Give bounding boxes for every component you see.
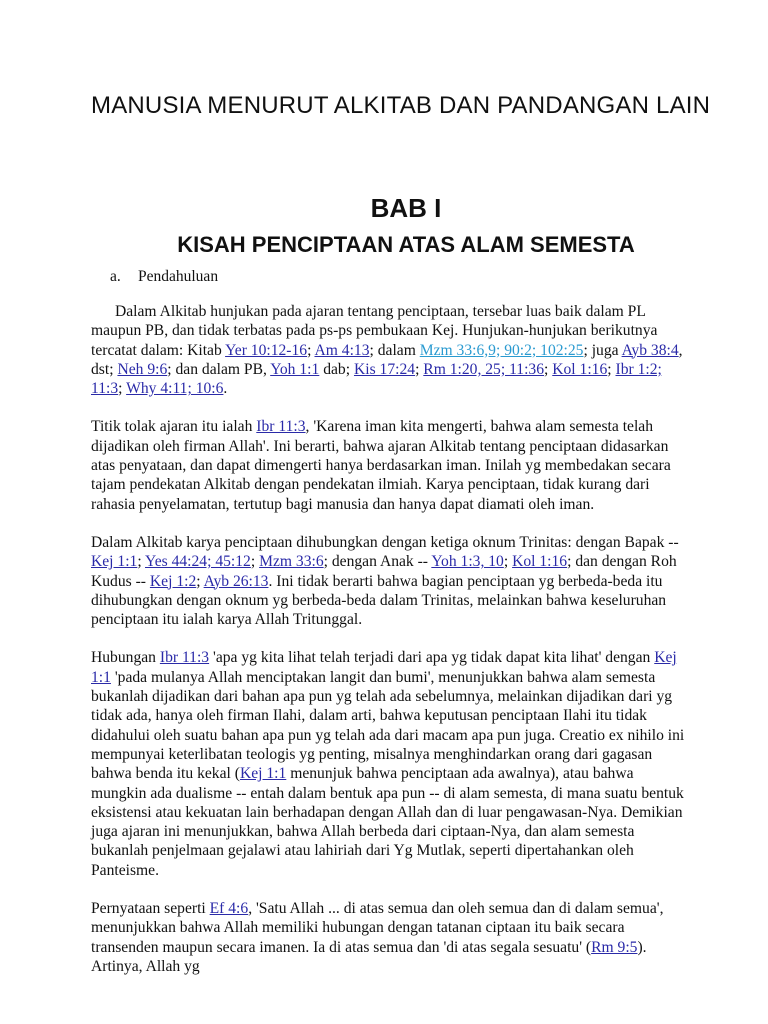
paragraph-text: ; [118,380,127,398]
paragraph-text: ; dalam [369,341,420,359]
document-body [91,302,685,995]
paragraph-text: ; [307,341,315,359]
scripture-link[interactable]: Rm 9:5 [591,938,638,956]
scripture-link[interactable]: Kis 17:24 [353,360,416,378]
paragraph-text: ; [415,360,424,378]
chapter-title: KISAH PENCIPTAAN ATAS ALAM SEMESTA [177,232,635,257]
paragraph [91,533,685,629]
section-label: Pendahuluan [138,268,219,285]
scripture-link[interactable]: Yoh 1:1 [270,360,320,378]
paragraph [91,899,685,976]
scripture-link[interactable]: Yes 44:24; 45:12 [145,553,251,571]
paragraph [91,417,685,513]
scripture-link[interactable]: Yer 10:12-16 [225,341,308,359]
paragraph-text: ; [196,572,204,590]
scripture-link[interactable]: Yoh 1:3, 10 [431,553,504,571]
scripture-link[interactable]: Kej 1:1 [239,765,287,783]
section-heading [110,268,218,286]
paragraph-text: , dst; [91,341,683,378]
paragraph-text: ; [544,360,553,378]
scripture-link[interactable]: Mzm 33:6,9; 90:2; 102:25 [419,341,584,359]
paragraph-text: ; [250,553,260,571]
paragraph-text: ; [137,553,145,571]
document-title: MANUSIA MENURUT ALKITAB DAN PANDANGAN LAIN [91,92,711,119]
paragraph-text: Dalam Alkitab karya penciptaan dihubungkan dengan ketiga oknum Trinitas: dengan Bapak -- [91,533,679,551]
paragraph-text: . [223,380,228,398]
scripture-link[interactable]: Neh 9:6 [117,360,168,378]
paragraph-text: ; [607,360,616,378]
paragraph-text: , 'Satu Allah ... di atas semua dan oleh semua dan di dalam semua', menunjukkan bahwa Allah memiliki hubungan dengan tatanan ciptaan itu baik secara transenden maupun secara imanen. Ia di atas semua dan 'di atas segala sesuatu' ( [91,900,664,956]
section-marker: a. [110,268,121,285]
paragraph-text: 'apa yg kita lihat telah terjadi dari apa yg tidak dapat kita lihat' dengan [209,649,655,667]
scripture-link[interactable]: Ibr 11:3 [159,649,210,667]
paragraph-text: ; dan dengan Roh Kudus -- [91,553,677,590]
scripture-link[interactable]: Ayb 26:13 [203,572,269,590]
scripture-link[interactable]: Mzm 33:6 [259,553,324,571]
scripture-link[interactable]: Ayb 38:4 [621,341,679,359]
scripture-link[interactable]: Ibr 11:3 [256,418,306,436]
scripture-link[interactable]: Kej 1:1 [91,553,138,571]
scripture-link[interactable]: Am 4:13 [314,341,370,359]
paragraph-text: ). Artinya, Allah yg [91,938,647,975]
paragraph-text: Titik tolak ajaran itu ialah [91,418,257,436]
scripture-link[interactable]: Rm 1:20, 25; 11:36 [423,360,545,378]
paragraph-text: ; dan dalam PB, [167,360,271,378]
scripture-link[interactable]: Ef 4:6 [209,900,249,918]
paragraph-text: ; juga [583,341,622,359]
paragraph [91,302,685,398]
paragraph-text: ; [503,553,513,571]
paragraph-text: Dalam Alkitab hunjukan pada ajaran tentang penciptaan, tersebar luas baik dalam PL maupun PB, dan tidak terbatas pada ps-ps pembukaan Kej. Hunjukan-hunjukan berikutnya tercatat dalam: Kitab [91,303,658,359]
paragraph-text: menunjuk bahwa penciptaan ada awalnya), atau bahwa mungkin ada dualisme -- entah dalam bentuk apa pun -- di alam semesta, di mana suatu bentuk eksistensi atau kekuatan lain berhadapan dengan Allah dan di luar pengawasan-Nya. Demikian juga ajaran ini menunjukkan, bahwa Allah berbeda dari ciptaan-Nya, dan alam semesta bukanlah penjelmaan gejalawi atau lahiriah dari Yg Mutlak, seperti dipertahankan oleh Panteisme. [91,765,684,879]
scripture-link[interactable]: Kej 1:2 [149,572,197,590]
paragraph-text: . Ini tidak berarti bahwa bagian penciptaan yg berbeda-beda itu dihubungkan dengan oknum yg berbeda-beda dalam Trinitas, melainkan bahwa keseluruhan penciptaan itu ialah karya Allah Tritunggal. [91,572,667,629]
paragraph-text: 'pada mulanya Allah menciptakan langit dan bumi', menunjukkan bahwa alam semesta bukanlah dijadikan dari bahan apa pun yg telah ada sebelumnya, melainkan dijadikan dari yg tidak ada, hanya oleh firman Ilahi, dalam arti, bahwa keputusan penciptaan Ilahi itu tidak didahului oleh suatu bahan apa pun yg telah ada dari macam apa pun juga. Creatio ex nihilo ini mempunyai keterlibatan teologis yg penting, misalnya menghindarkan orang dari gagasan bahwa benda itu kekal ( [91,668,685,783]
scripture-link[interactable]: Kej 1:1 [91,649,677,686]
paragraph-text: dab; [319,360,354,378]
paragraph [91,648,685,880]
scripture-link[interactable]: Why 4:11; 10:6 [126,380,224,398]
chapter-heading: BAB I [370,193,442,223]
paragraph-text: , 'Karena iman kita mengerti, bahwa alam semesta telah dijadikan oleh firman Allah'. Ini berarti, bahwa ajaran Alkitab tentang penciptaan didasarkan atas penyataan, dan dapat dimengerti hanya berdasarkan iman. Inilah yg membedakan secara tajam pendekatan Alkitab dengan pendekatan ilmiah. Karya penciptaan, tidak kurang dari rahasia penyelamatan, tertutup bagi manusia dan hanya dapat diamati oleh iman. [91,418,671,513]
paragraph-text: Pernyataan seperti [91,900,210,918]
paragraph-text: Hubungan [91,649,160,667]
scripture-link[interactable]: Kol 1:16 [512,553,568,571]
paragraph-text: ; dengan Anak -- [323,553,432,571]
scripture-link[interactable]: Ibr 1:2; 11:3 [91,360,662,398]
scripture-link[interactable]: Kol 1:16 [552,360,608,378]
